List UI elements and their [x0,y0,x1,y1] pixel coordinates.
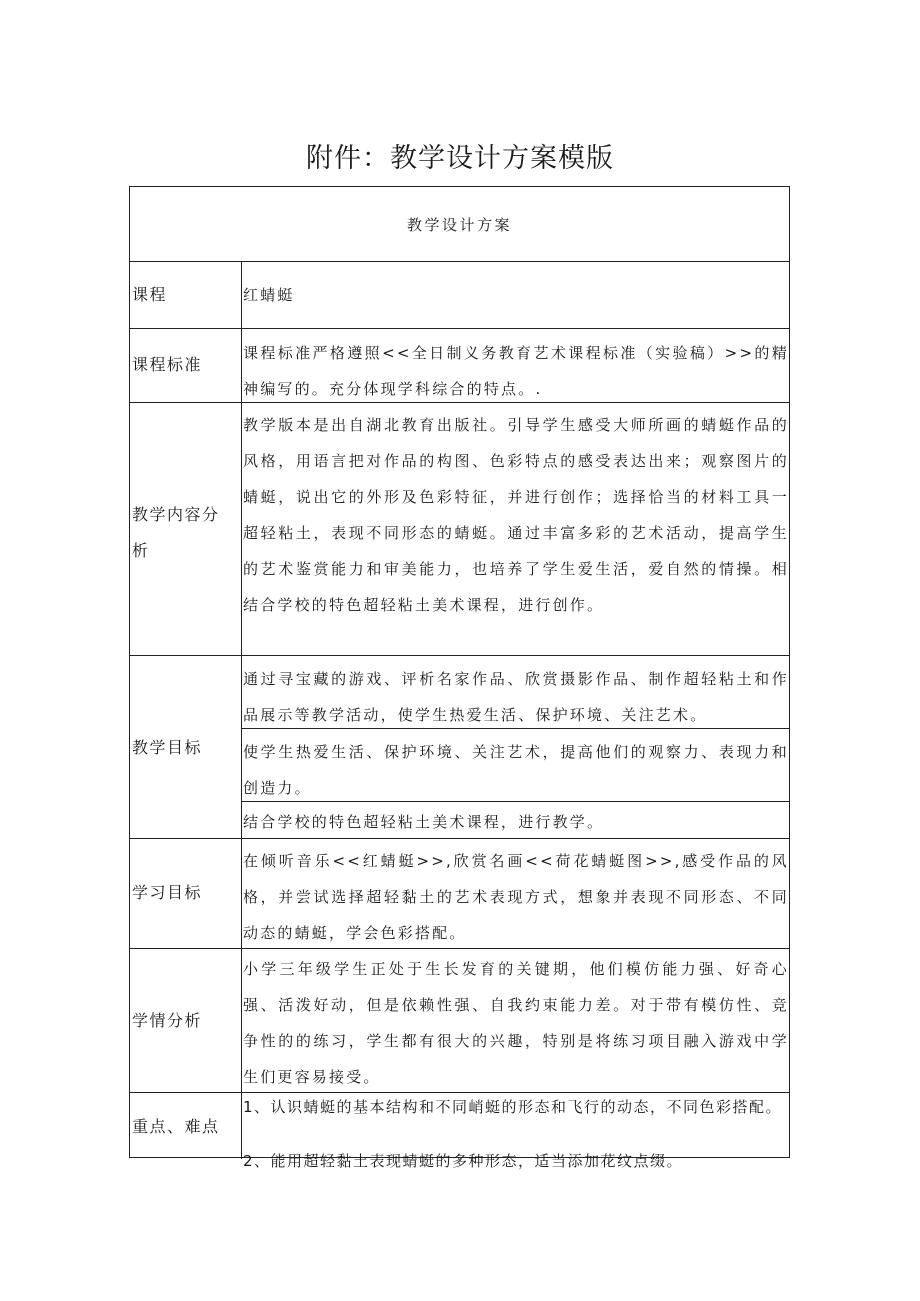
teaching-goals-label: 教学目标 [132,738,203,757]
document-title: 附件：教学设计方案模版 [306,143,614,174]
teaching-goal-item: 通过寻宝藏的游戏、评析名家作品、欣赏摄影作品、制作超轻粘土和作品展示等教学活动，使学生热爱生活、保护环境、关注艺术。 [243,670,789,724]
lesson-plan-table [129,186,790,1170]
content-analysis-value: 教学版本是出自湖北教育出版社。引导学生感受大师所画的蜻蜓作品的风格，用语言把对作品的构图、色彩特点的感受表达出来；观察图片的蜻蜓，说出它的外形及色彩特征，并进行创作；选择恰当的材料工具一超轻粘土，表现不同形态的蜻蜓。通过丰富多彩的艺术活动，提高学生的艺术鉴赏能力和审美能力，也培养了学生爱生活，爱自然的情操。相结合学校的特色超轻粘土美术课程，进行创作。 [243,416,789,614]
learning-goals-label: 学习目标 [132,883,203,902]
content-analysis-label: 教学内容分析 [132,505,220,560]
learner-analysis-label: 学情分析 [132,1011,203,1030]
learner-analysis-value: 小学三年级学生正处于生长发育的关键期，他们模仿能力强、好奇心强、活泼好动，但是依赖性强、自我约束能力差。对于带有模仿性、竞争性的的练习，学生都有很大的兴趣，特别是将练习项目融入游戏中学生们更容易接受。 [243,960,789,1086]
row-divider [130,328,789,329]
key-points-label: 重点、难点 [132,1117,220,1136]
teaching-goal-item: 结合学校的特色超轻粘土美术课程，进行教学。 [243,813,605,831]
standard-value: 课程标准严格遵照<<全日制义务教育艺术课程标准（实验稿）>>的精神编写的。充分体现学科综合的特点。. [243,344,789,398]
row-divider [130,261,789,262]
course-value: 红蜻蜓 [243,286,295,304]
standard-label: 课程标准 [132,355,203,374]
row-divider [130,655,789,656]
column-divider [241,261,242,1159]
key-point-item: 1、认识蜻蜓的基本结构和不同峭蜓的形态和飞行的动态，不同色彩搭配。 [243,1098,783,1116]
teaching-goal-item: 使学生热爱生活、保护环境、关注艺术，提高他们的观察力、表现力和创造力。 [243,743,789,797]
course-label: 课程 [132,285,168,304]
key-point-item: 2、能用超轻黏土表现蜻蜓的多种形态，适当添加花纹点缀。 [243,1152,684,1170]
learning-goals-value: 在倾听音乐<<红蜻蜓>>,欣赏名画<<荷花蜻蜓图>>,感受作品的风格，并尝试选择超轻黏土的艺术表现方式，想象并表现不同形态、不同动态的蜻蜓，学会色彩搭配。 [243,852,789,942]
table-header: 教学设计方案 [406,216,512,234]
